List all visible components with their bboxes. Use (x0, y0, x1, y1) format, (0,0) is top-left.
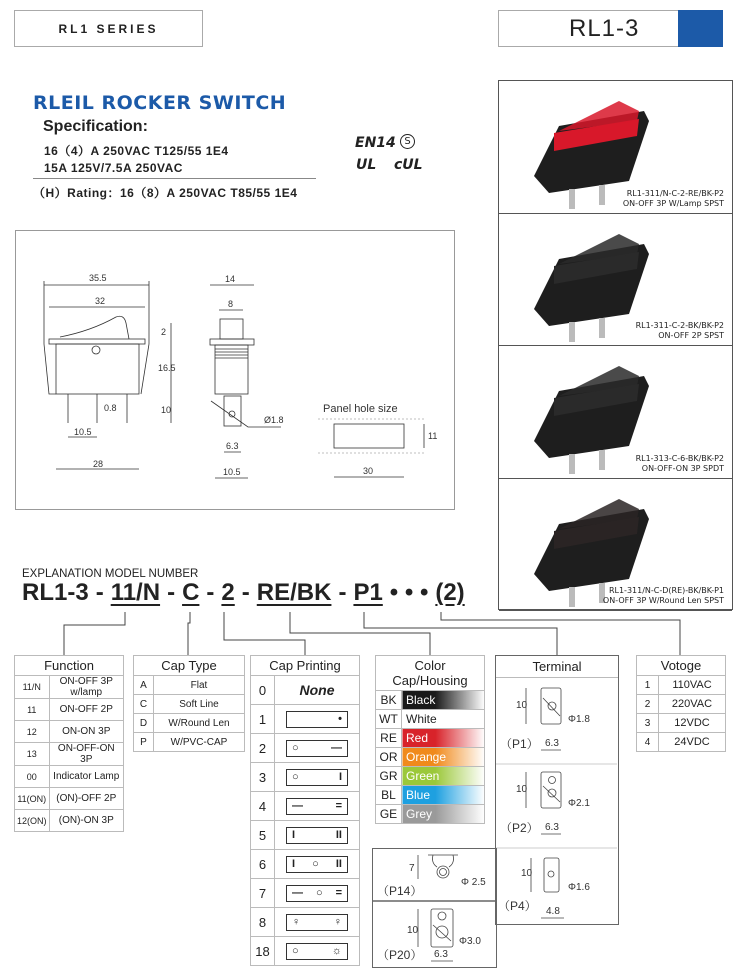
cap-type-code: P (134, 733, 154, 752)
voltage-value: 110VAC (659, 676, 726, 695)
function-code: 11/N (15, 676, 50, 699)
spec-heading: Specification: (43, 118, 148, 135)
ul-logo: UL (356, 157, 377, 173)
cap-printing-symbol (275, 908, 360, 937)
p1-label: （P1） (500, 737, 539, 751)
p2-width: 6.3 (545, 822, 559, 833)
s-mark-logo: S (400, 134, 415, 149)
model-part: P1 (353, 579, 383, 606)
cap-printing-code: 6 (251, 850, 275, 879)
cap-printing-code: 4 (251, 792, 275, 821)
color-swatch: White (402, 710, 485, 729)
cap-printing-symbol (275, 821, 360, 850)
terminal-p1 (500, 688, 590, 751)
product-code: RL1-311-C-2-BK/BK-P2 (635, 321, 724, 330)
p4-height: 10 (521, 868, 533, 879)
table-row (376, 691, 485, 710)
product-description: ON-OFF 2P SPST (658, 331, 724, 340)
symbol-glyph: — (331, 742, 342, 754)
model-part: • • • (389, 579, 429, 606)
model-part: RL1-3 (22, 579, 89, 606)
p4-dia: Φ1.6 (568, 882, 590, 893)
table-row (251, 879, 360, 908)
panel-hole-label: Panel hole size (323, 403, 398, 415)
cap-type-table (133, 655, 245, 752)
voltage-value: 220VAC (659, 695, 726, 714)
terminal-p14 (377, 855, 486, 898)
cap-type-name: W/PVC-CAP (154, 733, 245, 752)
table-row (251, 821, 360, 850)
table-row (251, 763, 360, 792)
symbol-box (286, 769, 348, 786)
cap-printing-title: Cap Printing (251, 656, 360, 676)
cap-printing-symbol (275, 792, 360, 821)
cap-printing-code: 5 (251, 821, 275, 850)
model-part: 11/N (110, 579, 161, 606)
function-desc: (ON)-ON 3P (49, 810, 123, 832)
product-title: RLEIL ROCKER SWITCH (33, 92, 287, 114)
function-code: 12(ON) (15, 810, 50, 832)
function-code: 00 (15, 766, 50, 788)
dim-10: 10 (161, 405, 172, 415)
model-part: C (182, 579, 200, 606)
model-part: 2 (221, 579, 235, 606)
explanation-label: EXPLANATION MODEL NUMBER (22, 568, 199, 580)
spec-line-1: 16（4）A 250VAC T125/55 1E4 (44, 144, 229, 158)
dim-6-3: 6.3 (226, 441, 239, 451)
cap-type-name: W/Round Len (154, 714, 245, 733)
dim-10-5-pins: 10.5 (74, 427, 92, 437)
table-row (251, 850, 360, 879)
cap-printing-code: 2 (251, 734, 275, 763)
p4-label: （P4） (498, 899, 537, 913)
dim-8: 8 (228, 299, 234, 309)
dim-10-5-side: 10.5 (223, 467, 241, 477)
dim-2: 2 (161, 327, 167, 337)
symbol-glyph: I (292, 829, 296, 841)
color-swatch: Black (402, 691, 485, 710)
p20-dia: Φ3.0 (459, 936, 481, 947)
function-code: 13 (15, 743, 50, 766)
p2-dia: Φ2.1 (568, 798, 590, 809)
model-part: - (241, 579, 250, 606)
symbol-box (286, 711, 348, 728)
table-row (251, 908, 360, 937)
product-description: ON-OFF 3P W/Lamp SPST (622, 198, 724, 208)
symbol-glyph: — (292, 800, 303, 812)
table-row (376, 767, 485, 786)
cap-printing-code: 8 (251, 908, 275, 937)
table-row (15, 766, 124, 788)
rating-line: （H）Rating：16（8）A 250VAC T85/55 1E4 (33, 186, 298, 200)
color-swatch: Orange (402, 748, 485, 767)
table-row (134, 695, 245, 714)
voltage-code: 2 (637, 695, 659, 714)
dim-diameter: Ø1.8 (264, 415, 284, 425)
table-row (251, 676, 360, 705)
color-code: RE (376, 729, 402, 748)
dim-11: 11 (428, 431, 438, 441)
model-part: RE/BK (256, 579, 332, 606)
symbol-glyph: ○ (292, 771, 299, 783)
cul-logo: cUL (394, 157, 423, 173)
dim-16-5: 16.5 (158, 363, 176, 373)
color-title: Color Cap/Housing (376, 656, 485, 691)
cap-type-title: Cap Type (134, 656, 245, 676)
product-code: RL1-313-C-6-BK/BK-P2 (635, 453, 724, 463)
voltage-value: 24VDC (659, 733, 726, 752)
cap-printing-code: 0 (251, 676, 275, 705)
model-part: - (206, 579, 215, 606)
dim-0-8: 0.8 (104, 403, 117, 413)
cap-printing-symbol (275, 676, 360, 705)
cap-printing-symbol (275, 705, 360, 734)
function-desc: (ON)-OFF 2P (49, 788, 123, 810)
table-row (637, 714, 726, 733)
function-desc: ON-OFF 3P w/lamp (49, 676, 123, 699)
symbol-glyph: ○ (292, 945, 299, 957)
color-table (375, 655, 485, 824)
p1-dia: Φ1.8 (568, 714, 590, 725)
symbol-box (286, 856, 348, 873)
function-table (14, 655, 124, 832)
symbol-box (286, 740, 348, 757)
function-desc: ON-OFF-ON 3P (49, 743, 123, 766)
color-code: BK (376, 691, 402, 710)
cap-printing-symbol (275, 879, 360, 908)
dim-30: 30 (363, 466, 374, 476)
symbol-glyph: II (335, 829, 342, 841)
function-code: 11(ON) (15, 788, 50, 810)
table-row (15, 699, 124, 721)
symbol-glyph: ♀ (333, 916, 342, 928)
dim-32: 32 (95, 296, 106, 306)
color-code: BL (376, 786, 402, 805)
cap-printing-table (250, 655, 360, 966)
table-row (376, 710, 485, 729)
table-row (637, 695, 726, 714)
table-row (251, 792, 360, 821)
p1-height: 10 (516, 700, 528, 711)
model-part: (2) (435, 579, 465, 606)
model-part: - (338, 579, 347, 606)
symbol-glyph: • (338, 713, 342, 725)
p14-height: 7 (409, 863, 415, 874)
symbol-glyph: II (335, 858, 342, 870)
symbol-box (286, 914, 348, 931)
cap-type-code: D (134, 714, 154, 733)
table-row (251, 734, 360, 763)
enec-logo: EN14 (355, 135, 396, 151)
voltage-value: 12VDC (659, 714, 726, 733)
table-row (376, 805, 485, 824)
symbol-glyph: ☼ (331, 945, 342, 957)
terminal-p14-p20-table (372, 848, 497, 968)
symbol-glyph: I (338, 771, 342, 783)
color-code: GE (376, 805, 402, 824)
p2-label: （P2） (500, 821, 539, 835)
product-description: ON-OFF-ON 3P SPDT (641, 463, 724, 473)
symbol-glyph: = (335, 800, 342, 812)
function-code: 12 (15, 721, 50, 743)
table-row (134, 733, 245, 752)
p4-width: 4.8 (546, 906, 560, 917)
p20-width: 6.3 (434, 949, 448, 960)
cap-printing-symbol (275, 763, 360, 792)
symbol-glyph: = (335, 887, 342, 899)
function-desc: ON-OFF 2P (49, 699, 123, 721)
symbol-glyph: I (292, 858, 296, 870)
color-swatch: Grey (402, 805, 485, 824)
table-row (134, 714, 245, 733)
table-row (15, 810, 124, 832)
function-code: 11 (15, 699, 50, 721)
spec-line-2: 15A 125V/7.5A 250VAC (44, 161, 183, 175)
cap-type-name: Soft Line (154, 695, 245, 714)
color-code: WT (376, 710, 402, 729)
terminal-table (495, 655, 619, 925)
table-row (637, 733, 726, 752)
symbol-glyph: — (292, 887, 303, 899)
table-row (376, 786, 485, 805)
table-row (15, 721, 124, 743)
p14-dia: Φ 2.5 (461, 877, 486, 888)
table-row (376, 729, 485, 748)
symbol-box (286, 798, 348, 815)
symbol-box (286, 943, 348, 960)
table-row (637, 676, 726, 695)
dim-14: 14 (225, 274, 236, 284)
p14-label: （P14） (377, 884, 423, 898)
symbol-glyph: ○ (315, 887, 323, 899)
cap-type-name: Flat (154, 676, 245, 695)
table-row (251, 937, 360, 966)
cap-printing-code: 1 (251, 705, 275, 734)
terminal-p20 (377, 909, 481, 962)
symbol-box (286, 885, 348, 902)
color-swatch: Blue (402, 786, 485, 805)
symbol-glyph: ○ (312, 858, 319, 870)
voltage-code: 4 (637, 733, 659, 752)
product-code: RL1-311/N-C-D(RE)-BK/BK-P1 (608, 586, 724, 595)
color-code: OR (376, 748, 402, 767)
terminal-title: Terminal (496, 656, 618, 678)
dim-35-5: 35.5 (89, 273, 107, 283)
product-description: ON-OFF 3P W/Round Len SPST (602, 596, 724, 605)
symbol-glyph: ○ (292, 742, 299, 754)
voltage-code: 1 (637, 676, 659, 695)
p1-width: 6.3 (545, 738, 559, 749)
model-title: RL1-3 (498, 10, 723, 47)
table-row (15, 743, 124, 766)
cap-printing-symbol (275, 850, 360, 879)
p2-height: 10 (516, 784, 528, 795)
color-code: GR (376, 767, 402, 786)
function-desc: ON-ON 3P (49, 721, 123, 743)
color-swatch: Green (402, 767, 485, 786)
symbol-glyph: ♀ (292, 916, 301, 928)
cap-type-code: A (134, 676, 154, 695)
cap-printing-symbol (275, 734, 360, 763)
cap-printing-symbol (275, 937, 360, 966)
function-title: Function (15, 656, 124, 676)
voltage-table (636, 655, 726, 752)
table-row (15, 676, 124, 699)
p20-height: 10 (407, 925, 419, 936)
model-part: - (167, 579, 176, 606)
cap-type-code: C (134, 695, 154, 714)
model-part: - (95, 579, 104, 606)
series-label: RL1 SERIES (14, 10, 203, 47)
cap-printing-code: 18 (251, 937, 275, 966)
function-desc: Indicator Lamp (49, 766, 123, 788)
cap-printing-code: 7 (251, 879, 275, 908)
terminal-p4 (498, 858, 590, 918)
none-label: None (299, 682, 335, 698)
product-code: RL1-311/N-C-2-RE/BK-P2 (626, 188, 724, 198)
color-swatch: Red (402, 729, 485, 748)
table-row (376, 748, 485, 767)
table-row (251, 705, 360, 734)
table-row (134, 676, 245, 695)
table-row (15, 788, 124, 810)
p20-label: （P20） (377, 948, 423, 962)
voltage-title: Votoge (637, 656, 726, 676)
voltage-code: 3 (637, 714, 659, 733)
symbol-box (286, 827, 348, 844)
cap-printing-code: 3 (251, 763, 275, 792)
terminal-p2 (500, 772, 590, 835)
dim-28: 28 (93, 459, 104, 469)
